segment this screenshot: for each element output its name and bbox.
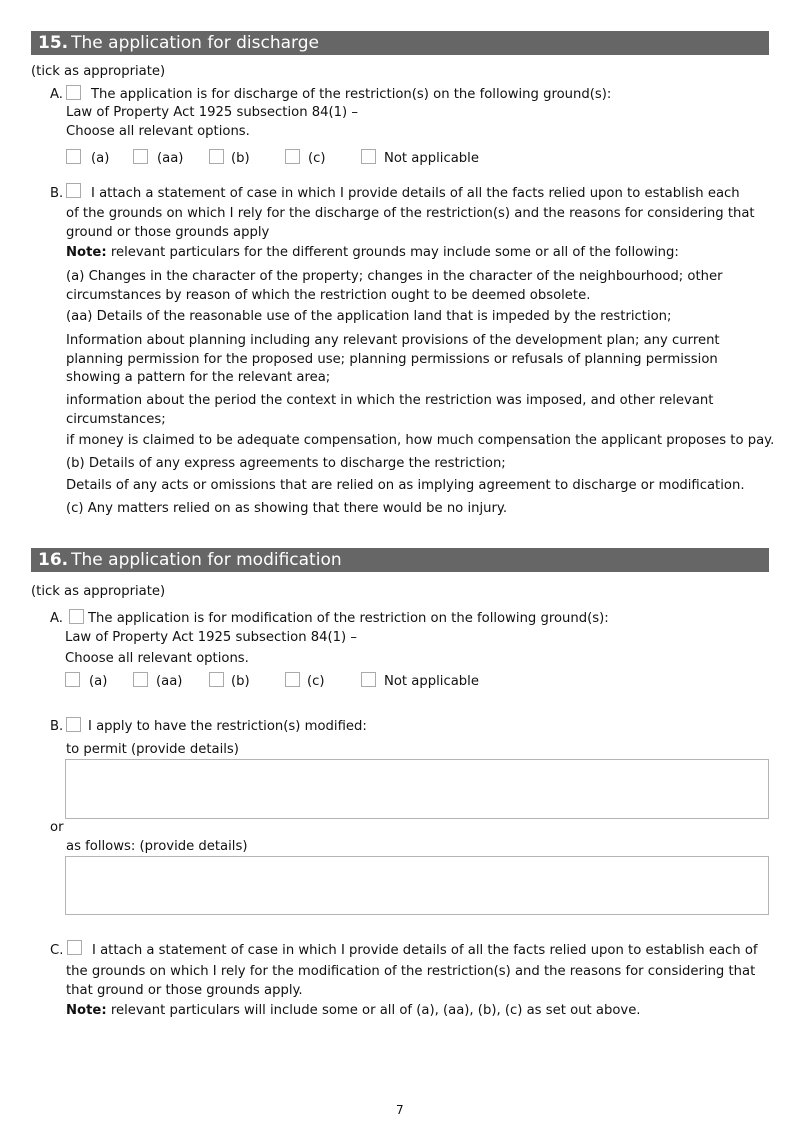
particular-period: information about the period the context in which the restriction was imposed, and other relevant circumstances; (66, 393, 714, 427)
label-16-a: (a) (89, 674, 108, 689)
label-15-c: (c) (308, 151, 326, 166)
law-reference-15: Law of Property Act 1925 subsection 84(1) – (66, 105, 358, 120)
statement-of-case-rest-16: the grounds on which I rely for the modification of the restriction(s) and the reasons for considering that that ground or those grounds apply. (66, 964, 756, 998)
label-15-b: (b) (231, 151, 250, 166)
checkbox-16-a[interactable] (65, 672, 80, 687)
section-15-title: The application for discharge (71, 33, 319, 53)
particular-b: (b) Details of any express agreements to discharge the restriction; (66, 456, 506, 471)
section-16-header (31, 548, 769, 572)
checkbox-15-c[interactable] (285, 149, 300, 164)
statement-of-case-rest-15: of the grounds on which I rely for the discharge of the restriction(s) and the reasons for considering that ground or those grounds apply (66, 206, 755, 240)
particular-c: (c) Any matters relied on as showing that there would be no injury. (66, 501, 508, 516)
note-text-15: relevant particulars for the different grounds may include some or all of the following: (110, 245, 679, 260)
checkbox-16-aa[interactable] (133, 672, 148, 687)
checkbox-16-c[interactable] (285, 672, 300, 687)
apply-modify-text: I apply to have the restriction(s) modified: (88, 719, 367, 734)
option-c-letter-16: C. (50, 943, 64, 958)
option-b-letter-15: B. (50, 186, 64, 201)
tick-instruction-16: (tick as appropriate) (31, 584, 166, 599)
label-15-not-applicable: Not applicable (384, 151, 479, 166)
modification-grounds-checkbox[interactable] (69, 609, 84, 624)
label-16-b: (b) (231, 674, 250, 689)
label-15-a: (a) (91, 151, 110, 166)
section-16-number: 16. (38, 550, 69, 570)
statement-of-case-line1-16: I attach a statement of case in which I provide details of all the facts relied upon to establish each of (92, 943, 758, 958)
section-16-title: The application for modification (71, 550, 342, 570)
option-b-letter-16: B. (50, 719, 64, 734)
checkbox-15-b[interactable] (209, 149, 224, 164)
label-16-c: (c) (307, 674, 325, 689)
particular-planning: Information about planning including any relevant provisions of the development plan; any current planning permission for the proposed use; planning permissions or refusals of planning permission showing a pattern for the relevant area; (66, 333, 720, 385)
label-15-aa: (aa) (157, 151, 184, 166)
note-label-15: Note: (66, 245, 107, 260)
note-label-16: Note: (66, 1003, 107, 1018)
follows-details-field[interactable] (65, 856, 769, 915)
discharge-grounds-text: The application is for discharge of the restriction(s) on the following ground(s): (91, 87, 612, 102)
checkbox-15-not-applicable[interactable] (361, 149, 376, 164)
section-15-header (31, 31, 769, 55)
modification-grounds-text: The application is for modification of the restriction on the following ground(s): (88, 611, 609, 626)
label-16-aa: (aa) (156, 674, 183, 689)
particular-a: (a) Changes in the character of the property; changes in the character of the neighbourhood; other circumstances by reason of which the restriction ought to be deemed obsolete. (66, 269, 723, 303)
note-15 (66, 245, 679, 261)
checkbox-15-aa[interactable] (133, 149, 148, 164)
page-number: 7 (396, 1103, 404, 1117)
permit-label: to permit (provide details) (66, 742, 239, 757)
checkbox-16-not-applicable[interactable] (361, 672, 376, 687)
statement-of-case-checkbox-15[interactable] (66, 183, 81, 198)
statement-of-case-checkbox-16[interactable] (67, 940, 82, 955)
particular-acts: Details of any acts or omissions that are relied on as implying agreement to discharge or modification. (66, 478, 745, 493)
option-a-letter-16: A. (50, 611, 63, 626)
note-16 (66, 1003, 641, 1019)
particular-compensation: if money is claimed to be adequate compensation, how much compensation the applicant proposes to pay. (66, 433, 775, 448)
or-label: or (50, 820, 64, 835)
law-reference-16: Law of Property Act 1925 subsection 84(1) – (65, 630, 357, 645)
permit-details-field[interactable] (65, 759, 769, 819)
choose-options-16: Choose all relevant options. (65, 651, 249, 666)
section-15-number: 15. (38, 33, 69, 53)
checkbox-16-b[interactable] (209, 672, 224, 687)
checkbox-15-a[interactable] (66, 149, 81, 164)
tick-instruction-15: (tick as appropriate) (31, 64, 166, 79)
note-text-16: relevant particulars will include some or all of (a), (aa), (b), (c) as set out above. (110, 1003, 641, 1018)
label-16-not-applicable: Not applicable (384, 674, 479, 689)
option-a-letter-15: A. (50, 87, 63, 102)
follows-label: as follows: (provide details) (66, 839, 248, 854)
particular-aa: (aa) Details of the reasonable use of the application land that is impeded by the restriction; (66, 309, 672, 324)
statement-of-case-line1-15: I attach a statement of case in which I provide details of all the facts relied upon to establish each (91, 186, 740, 201)
apply-modify-checkbox[interactable] (66, 717, 81, 732)
discharge-grounds-checkbox[interactable] (66, 85, 81, 100)
choose-options-15: Choose all relevant options. (66, 124, 250, 139)
